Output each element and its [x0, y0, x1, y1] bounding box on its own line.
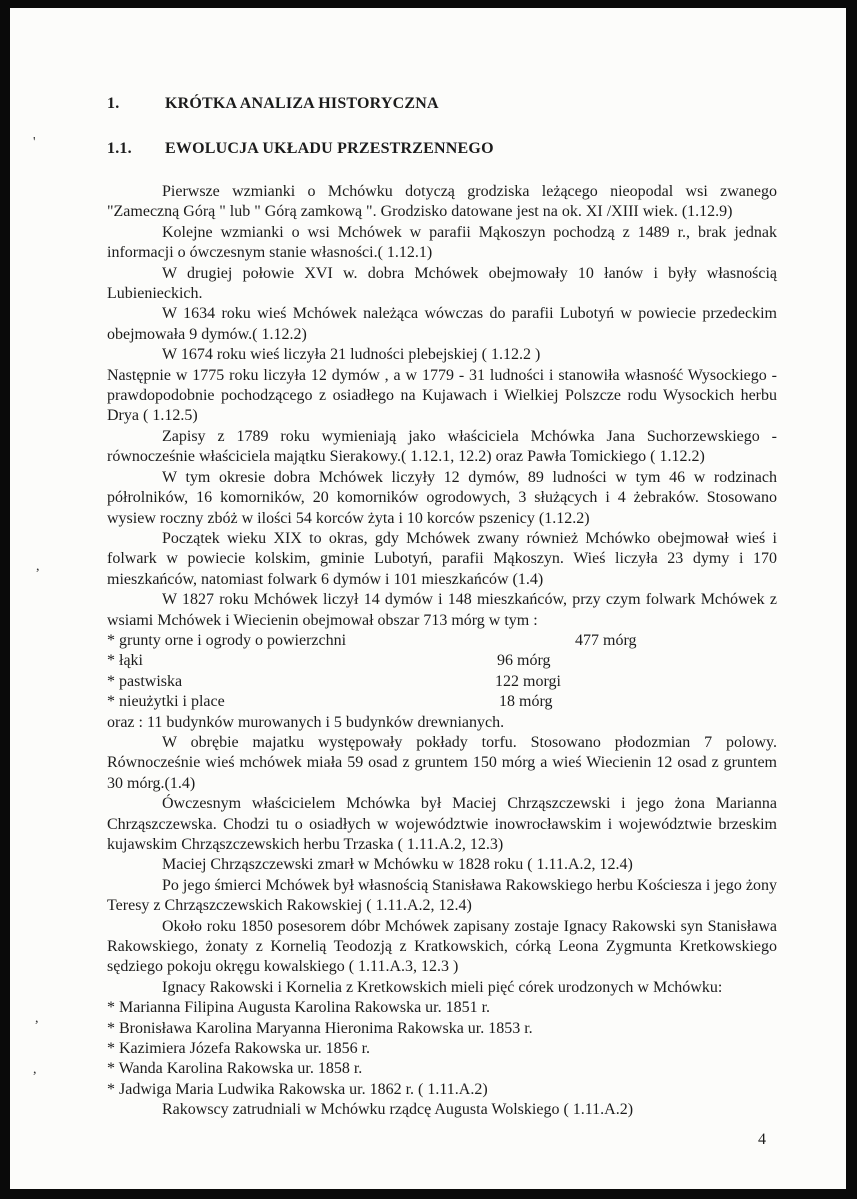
list-item: * Kazimiera Józefa Rakowska ur. 1856 r.: [107, 1040, 371, 1057]
paragraph: W 1827 roku Mchówek liczył 14 dymów i 148 mieszkańców, przy czym folwark Mchówek z wsiami Mchówek i Wiecienin obejmował obszar 713 mórg w tym :: [107, 591, 777, 629]
paragraph: Ówczesnym właścicielem Mchówka był Maciej Chrząszczewski i jego żona Marianna Chrząszczewska. Chodzi tu o osiadłych w województwie inowrocławskim i województwie brzeskim kujawskim Chrząszczewskich herbu Trzaska ( 1.11.A.2, 12.3): [107, 795, 777, 853]
list-item-label: * pastwiska: [107, 672, 183, 690]
list-item: [107, 631, 777, 651]
list-item-value: 96 mórg: [497, 652, 551, 670]
list-item: [107, 672, 777, 692]
list-item-value: 18 mórg: [499, 693, 553, 711]
list-item: [107, 651, 777, 671]
paragraph: Maciej Chrząszczewski zmarł w Mchówku w 1828 roku ( 1.11.A.2, 12.4): [162, 856, 633, 874]
subsection-number: 1.1.: [107, 140, 132, 157]
scan-artifact: ': [33, 135, 36, 150]
list-item: * Bronisława Karolina Maryanna Hieronima Rakowska ur. 1853 r.: [107, 1019, 533, 1037]
page-number: 4: [758, 1131, 766, 1148]
paragraph: W tym okresie dobra Mchówek liczyły 12 dymów, 89 ludności w tym 46 w rodzinach półrolników, 16 komorników, 20 komorników ogrodowych, 3 służących i 4 żebraków. Stosowano wysiew roczny zbóż w ilości 54 korców żyta i 10 korców pszenicy (1.12.2): [107, 468, 777, 527]
paragraph: Rakowscy zatrudniali w Mchówku rządcę Augusta Wolskiego ( 1.11.A.2): [162, 1101, 634, 1119]
scan-artifact: ,: [33, 1062, 37, 1077]
paragraph: Następnie w 1775 roku liczyła 12 dymów , a w 1779 - 31 ludności i stanowiła własność Wysockiego - prawdopodobnie pochodzącego z osiadłego na Kujawach i Wielkiej Polszcze rodu Wysockich herbu Drya ( 1.12.5): [107, 366, 777, 425]
scan-artifact: ,: [36, 559, 40, 574]
paragraph: W 1674 roku wieś liczyła 21 ludności plebejskiej ( 1.12.2 ): [162, 346, 541, 364]
section-title: KRÓTKA ANALIZA HISTORYCZNA: [165, 95, 439, 112]
section-number: 1.: [107, 95, 120, 112]
list-item: * Jadwiga Maria Ludwika Rakowska ur. 1862 r. ( 1.11.A.2): [107, 1080, 488, 1098]
document-body: [107, 182, 777, 1121]
list-item-label: * nieużytki i place: [107, 693, 225, 711]
paragraph: Kolejne wzmianki o wsi Mchówek w parafii Mąkoszyn pochodzą z 1489 r., brak jednak informacji o ówczesnym stanie własności.( 1.12.1): [107, 223, 777, 262]
scan-artifact: ,: [35, 1011, 39, 1026]
document-page: [10, 8, 846, 1189]
list-item-value: 122 morgi: [495, 672, 561, 690]
list-item-label: * łąki: [107, 652, 143, 670]
subsection-title: EWOLUCJA UKŁADU PRZESTRZENNEGO: [165, 140, 494, 157]
paragraph: W drugiej połowie XVI w. dobra Mchówek obejmowały 10 łanów i były własnością Lubienieckich.: [107, 264, 777, 303]
list-item-value: 477 mórg: [575, 631, 637, 649]
paragraph: Po jego śmierci Mchówek był własnością Stanisława Rakowskiego herbu Kościesza i jego żony Teresy z Chrząszczewskich Rakowskiej ( 1.11.A.2, 12.4): [107, 876, 777, 915]
list-item: * Wanda Karolina Rakowska ur. 1858 r.: [107, 1060, 363, 1078]
paragraph: Około roku 1850 posesorem dóbr Mchówek zapisany zostaje Ignacy Rakowski syn Stanisława Rakowskiego, żonaty z Kornelią Teodozją z Kratkowskich, córką Leona Zygmunta Kretkowskiego sędziego pokoju okręgu kowalskiego ( 1.11.A.3, 12.3 ): [107, 917, 777, 976]
paragraph: W 1634 roku wieś Mchówek należąca wówczas do parafii Lubotyń w powiecie przedeckim obejmowała 9 dymów.( 1.12.2): [107, 305, 777, 343]
paragraph: Ignacy Rakowski i Kornelia z Kretkowskich mieli pięć córek urodzonych w Mchówku:: [162, 978, 723, 996]
section-heading: [107, 94, 777, 114]
paragraph: W obrębie majatku występowały pokłady torfu. Stosowano płodozmian 7 polowy. Równocześnie wieś mchówek miała 59 osad z gruntem 150 mórg a wieś Wiecienin 12 osad z gruntem 30 mórg.(1.4): [107, 733, 777, 792]
page-content: [10, 8, 846, 1121]
paragraph: oraz : 11 budynków murowanych i 5 budynków drewnianych.: [107, 713, 505, 731]
paragraph: Początek wieku XIX to okras, gdy Mchówek zwany również Mchówko obejmował wieś i folwark w powiecie kolskim, gminie Lubotyń, parafii Mąkoszyn. Wieś liczyła 23 dymy i 170 mieszkańców, natomiast folwark 6 dymów i 101 mieszkańców (1.4): [107, 529, 777, 588]
subsection-heading: [107, 139, 777, 159]
list-item-label: * grunty orne i ogrody o powierzchni: [107, 631, 347, 649]
list-item: * Marianna Filipina Augusta Karolina Rakowska ur. 1851 r.: [107, 999, 491, 1017]
paragraph: Zapisy z 1789 roku wymieniają jako właściciela Mchówka Jana Suchorzewskiego - równocześnie właściciela majątku Sierakowy.( 1.12.1, 12.2) oraz Pawła Tomickiego ( 1.12.2): [107, 427, 777, 466]
list-item: [107, 692, 777, 712]
paragraph: Pierwsze wzmianki o Mchówku dotyczą grodziska leżącego nieopodal wsi zwanego "Zameczną Górą " lub " Górą zamkową ". Grodzisko datowane jest na ok. XI /XIII wiek. (1.12.9): [107, 183, 777, 221]
